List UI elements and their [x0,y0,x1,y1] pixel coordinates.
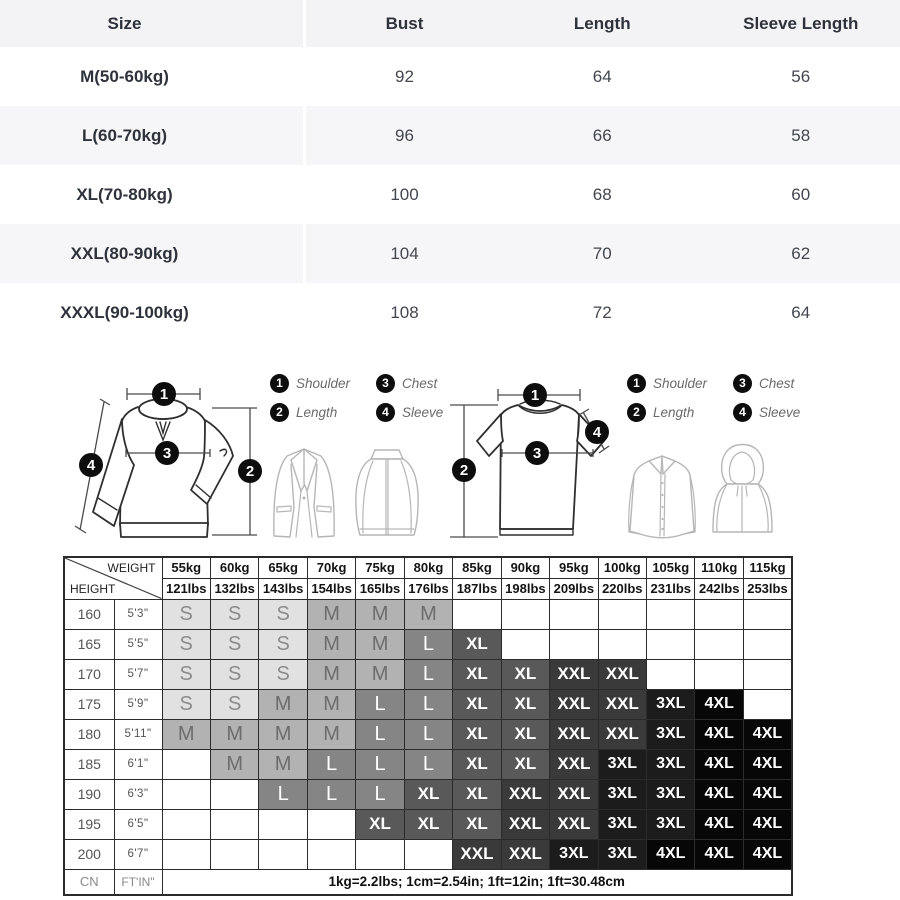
matrix-size-cell: XL [453,629,501,659]
measurement-cell: 66 [592,125,612,145]
marker-length [452,458,476,482]
matrix-size-cell: 3XL [598,839,646,869]
matrix-corner-cell [64,557,162,599]
matrix-size-cell: 4XL [743,719,792,749]
matrix-size-cell [162,809,210,839]
matrix-size-cell [210,779,258,809]
matrix-size-cell: XL [453,749,501,779]
legend-label: Sleeve [759,405,801,420]
measurement-cell: 96 [395,125,414,145]
size-table-row [0,224,900,283]
matrix-size-cell: XXL [598,719,646,749]
matrix-row [64,629,792,659]
matrix-size-cell: 4XL [695,779,743,809]
weight-lbs-header: 253lbs [743,578,792,599]
weight-lbs-header: 143lbs [259,578,307,599]
height-ftin-cell: 5'11" [114,719,162,749]
button-shirt-icon [620,447,705,545]
measurement-cell: 70 [592,243,612,263]
matrix-size-cell: XL [453,689,501,719]
matrix-size-cell: M [259,719,307,749]
legend-label: Shoulder [296,376,351,391]
matrix-size-cell: 3XL [647,719,695,749]
height-cm-cell: 190 [64,779,114,809]
weight-kg-header: 85kg [453,557,501,578]
height-ftin-cell: 6'5" [114,809,162,839]
measure-legend-left [270,374,443,422]
legend-item-length [627,403,723,422]
matrix-size-cell [598,629,646,659]
corner-weight-label: WEIGHT [107,561,156,575]
matrix-size-cell: 4XL [695,809,743,839]
matrix-size-cell: L [356,719,404,749]
matrix-size-cell: M [356,599,404,629]
matrix-size-cell: XL [453,719,501,749]
marker-sleeve [585,420,609,444]
measurement-cell: 92 [395,66,414,86]
matrix-size-cell: L [404,659,452,689]
size-table-row [0,106,900,165]
blazer-icon [263,443,345,546]
legend-num-4-icon: 4 [733,403,752,422]
size-name-cell: XXL(80-90kg) [0,224,305,283]
height-cm-cell: 200 [64,839,114,869]
matrix-size-cell: 4XL [743,809,792,839]
matrix-size-cell: M [356,659,404,689]
matrix-size-cell: S [210,629,258,659]
size-table-header-row [0,0,900,47]
legend-item-sleeve [376,403,443,422]
matrix-size-cell [501,599,549,629]
height-ftin-cell: 5'3" [114,599,162,629]
matrix-size-cell: M [259,749,307,779]
matrix-size-cell: XXL [550,749,598,779]
matrix-size-cell [743,659,792,689]
height-cm-cell: 170 [64,659,114,689]
height-ftin-cell: 6'7" [114,839,162,869]
matrix-size-cell: XL [404,809,452,839]
matrix-size-cell: 4XL [743,839,792,869]
matrix-size-cell: XL [453,659,501,689]
matrix-size-cell [356,839,404,869]
legend-item-sleeve [733,403,800,422]
matrix-size-cell [162,779,210,809]
legend-num-2-icon: 2 [270,403,289,422]
size-table-column-header: Length [573,13,631,33]
height-cm-cell: 180 [64,719,114,749]
matrix-size-cell [647,599,695,629]
matrix-size-cell: M [307,659,355,689]
matrix-size-cell: XXL [598,689,646,719]
size-table-column-header: Size [0,0,305,47]
weight-lbs-header: 132lbs [210,578,258,599]
matrix-size-cell: 4XL [695,839,743,869]
weight-kg-header: 115kg [743,557,792,578]
svg-text:2: 2 [245,463,255,480]
matrix-size-cell [550,629,598,659]
matrix-size-cell: M [307,599,355,629]
svg-text:4: 4 [86,457,96,474]
measurement-cell: 58 [791,125,811,145]
matrix-size-cell: 4XL [695,749,743,779]
matrix-size-cell [259,809,307,839]
weight-kg-row [64,557,792,578]
size-name-cell: XL(70-80kg) [0,165,305,224]
height-ftin-cell: 6'3" [114,779,162,809]
size-table-row [0,47,900,106]
measurement-cell: 72 [592,302,612,322]
matrix-size-cell: L [404,629,452,659]
matrix-size-cell: L [259,779,307,809]
matrix-size-cell [210,839,258,869]
svg-text:1: 1 [530,387,540,404]
matrix-size-cell: M [162,719,210,749]
legend-item-chest [376,374,443,393]
legend-label: Chest [759,376,795,391]
matrix-size-cell: M [210,749,258,779]
marker-length [238,459,262,483]
legend-label: Sleeve [402,405,444,420]
legend-item-shoulder [270,374,366,393]
weight-lbs-header: 209lbs [550,578,598,599]
matrix-size-cell: XXL [598,659,646,689]
matrix-size-cell: L [307,749,355,779]
matrix-size-cell: S [210,599,258,629]
matrix-size-cell [743,689,792,719]
matrix-row [64,599,792,629]
height-ftin-cell: 6'1" [114,749,162,779]
weight-kg-header: 90kg [501,557,549,578]
matrix-size-cell [162,839,210,869]
matrix-size-cell: XXL [501,809,549,839]
measurement-cell: 60 [791,184,811,204]
measure-legend-right [627,374,800,422]
corner-height-label: HEIGHT [70,581,116,596]
weight-lbs-header: 176lbs [404,578,452,599]
matrix-row [64,689,792,719]
matrix-size-cell: 3XL [647,689,695,719]
weight-kg-header: 70kg [307,557,355,578]
legend-item-length [270,403,366,422]
weight-kg-header: 75kg [356,557,404,578]
measurement-cell: 68 [592,184,612,204]
matrix-size-cell [695,629,743,659]
marker-shoulder [152,382,176,406]
weight-lbs-row [64,578,792,599]
hoodie-icon [705,440,780,540]
matrix-size-cell: XL [501,659,549,689]
measurement-cell: 64 [791,302,811,322]
matrix-size-cell: S [259,599,307,629]
tshirt-measure-diagram [440,365,650,550]
height-cm-cell: 160 [64,599,114,629]
svg-text:3: 3 [532,445,542,462]
matrix-size-cell: XXL [550,809,598,839]
matrix-size-cell [307,809,355,839]
marker-sleeve [79,453,103,477]
matrix-size-cell: L [404,719,452,749]
matrix-size-cell: XL [501,719,549,749]
weight-kg-header: 110kg [695,557,743,578]
height-cm-cell: 185 [64,749,114,779]
matrix-size-cell: 4XL [695,689,743,719]
legend-num-1-icon: 1 [627,374,646,393]
matrix-size-cell: 3XL [598,749,646,779]
matrix-size-cell [695,599,743,629]
legend-label: Chest [402,376,438,391]
matrix-size-cell [404,839,452,869]
matrix-size-cell: 4XL [743,749,792,779]
matrix-size-cell: XXL [550,719,598,749]
legend-item-chest [733,374,800,393]
matrix-size-cell: L [356,749,404,779]
height-cm-cell: 175 [64,689,114,719]
matrix-size-cell: XL [453,809,501,839]
weight-kg-header: 65kg [259,557,307,578]
matrix-size-cell: M [307,719,355,749]
weight-kg-header: 100kg [598,557,646,578]
legend-num-2-icon: 2 [627,403,646,422]
matrix-size-cell [550,599,598,629]
matrix-size-cell [501,629,549,659]
matrix-size-cell: S [162,659,210,689]
matrix-size-cell: L [356,689,404,719]
matrix-row [64,749,792,779]
matrix-size-cell: L [356,779,404,809]
matrix-size-cell [743,629,792,659]
measurement-cell: 108 [390,302,419,322]
matrix-size-cell [259,839,307,869]
matrix-size-cell: M [307,629,355,659]
matrix-size-cell: 3XL [647,779,695,809]
height-weight-matrix [63,556,793,896]
measurement-cell: 104 [390,243,419,263]
size-name-cell: M(50-60kg) [0,47,305,106]
matrix-row [64,839,792,869]
matrix-size-cell: XL [453,779,501,809]
matrix-size-cell: XL [356,809,404,839]
size-table-column-header: Sleeve Length [743,13,859,33]
legend-label: Length [653,405,695,420]
size-table-row [0,283,900,342]
weight-lbs-header: 154lbs [307,578,355,599]
weight-lbs-header: 165lbs [356,578,404,599]
matrix-size-cell [162,749,210,779]
matrix-size-cell [210,809,258,839]
matrix-size-cell: XXL [550,779,598,809]
matrix-footer-row [64,869,792,895]
height-cm-cell: 165 [64,629,114,659]
measurement-cell: 62 [791,243,811,263]
measurement-cell: 56 [791,66,811,86]
legend-label: Shoulder [653,376,708,391]
weight-kg-header: 60kg [210,557,258,578]
weight-lbs-header: 198lbs [501,578,549,599]
height-cm-cell: 195 [64,809,114,839]
matrix-size-cell: XXL [550,659,598,689]
marker-shoulder [523,383,547,407]
matrix-size-cell [695,659,743,689]
matrix-size-cell: 4XL [647,839,695,869]
matrix-size-cell: S [259,659,307,689]
unit-cn-label: CN [64,869,114,895]
zip-jacket-icon [347,443,427,543]
sweatshirt-measure-diagram [60,365,270,550]
matrix-size-cell: M [210,719,258,749]
legend-num-3-icon: 3 [733,374,752,393]
matrix-size-cell: S [210,659,258,689]
matrix-size-cell [453,599,501,629]
matrix-size-cell: 3XL [598,779,646,809]
matrix-size-cell: 4XL [743,779,792,809]
matrix-size-cell [598,599,646,629]
weight-lbs-header: 231lbs [647,578,695,599]
matrix-row [64,719,792,749]
matrix-size-cell: S [162,689,210,719]
svg-text:2: 2 [459,462,469,479]
matrix-row [64,779,792,809]
legend-num-3-icon: 3 [376,374,395,393]
svg-text:3: 3 [162,445,172,462]
matrix-size-cell: M [356,629,404,659]
legend-label: Length [296,405,338,420]
weight-lbs-header: 242lbs [695,578,743,599]
matrix-size-cell: 3XL [647,809,695,839]
measurement-cell: 100 [390,184,419,204]
matrix-size-cell: S [162,629,210,659]
matrix-size-cell [743,599,792,629]
matrix-size-cell [307,839,355,869]
matrix-size-cell: M [307,689,355,719]
svg-text:1: 1 [159,386,169,403]
marker-chest [525,441,549,465]
matrix-size-cell [647,629,695,659]
measurement-cell: 64 [592,66,612,86]
matrix-size-cell: M [404,599,452,629]
height-ftin-cell: 5'7" [114,659,162,689]
size-table-row [0,165,900,224]
matrix-size-cell: 3XL [647,749,695,779]
matrix-row [64,659,792,689]
weight-kg-header: 95kg [550,557,598,578]
weight-lbs-header: 187lbs [453,578,501,599]
matrix-size-cell: L [404,749,452,779]
matrix-size-cell: S [259,629,307,659]
matrix-size-cell: S [162,599,210,629]
height-ftin-cell: 5'9" [114,689,162,719]
matrix-size-cell: XL [404,779,452,809]
matrix-size-cell: 4XL [695,719,743,749]
weight-lbs-header: 220lbs [598,578,646,599]
matrix-size-cell: XXL [501,839,549,869]
size-table [0,0,900,342]
matrix-size-cell: L [307,779,355,809]
legend-item-shoulder [627,374,723,393]
weight-kg-header: 55kg [162,557,210,578]
matrix-size-cell: M [259,689,307,719]
marker-chest [155,441,179,465]
matrix-size-cell: L [404,689,452,719]
height-ftin-cell: 5'5" [114,629,162,659]
matrix-size-cell: S [210,689,258,719]
size-name-cell: L(60-70kg) [0,106,305,165]
conversion-note: 1kg=2.2lbs; 1cm=2.54in; 1ft=12in; 1ft=30.48cm [162,869,792,895]
size-table-column-header: Bust [385,13,424,33]
matrix-size-cell: XL [501,749,549,779]
matrix-size-cell: XXL [550,689,598,719]
matrix-size-cell: 3XL [550,839,598,869]
weight-lbs-header: 121lbs [162,578,210,599]
unit-ftin-label: FT'IN" [114,869,162,895]
matrix-size-cell: XL [501,689,549,719]
legend-num-4-icon: 4 [376,403,395,422]
matrix-size-cell: XXL [453,839,501,869]
weight-kg-header: 80kg [404,557,452,578]
legend-num-1-icon: 1 [270,374,289,393]
svg-text:4: 4 [592,424,602,441]
matrix-row [64,809,792,839]
matrix-size-cell [647,659,695,689]
matrix-size-cell: XXL [501,779,549,809]
matrix-size-cell: 3XL [598,809,646,839]
size-name-cell: XXXL(90-100kg) [0,283,305,342]
weight-kg-header: 105kg [647,557,695,578]
